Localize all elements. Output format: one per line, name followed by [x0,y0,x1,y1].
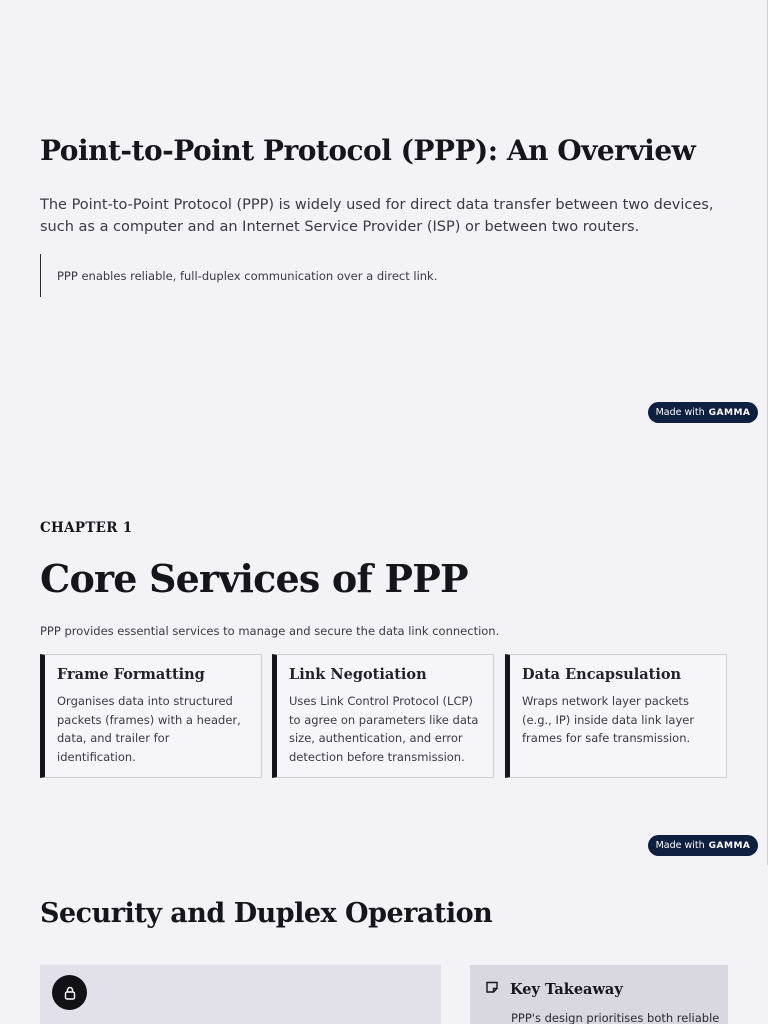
security-panel [40,965,441,1024]
badge-brand: GAMMA [708,840,751,851]
quote-text: PPP enables reliable, full-duplex communication over a direct link. [57,268,438,283]
card-text: Wraps network layer packets (e.g., IP) inside data link layer frames for safe transmission. [522,694,695,745]
note-icon [484,979,500,999]
card-link-negotiation [272,654,494,778]
intro-paragraph: The Point-to-Point Protocol (PPP) is widely used for direct data transfer between two devices, such as a computer and an Internet Service Provider (ISP) or between two routers. [40,197,714,235]
key-takeaway-panel [470,965,728,1024]
card-title: Data Encapsulation [522,666,682,683]
badge-prefix: Made with [655,407,705,418]
made-with-gamma-badge[interactable] [648,402,758,423]
card-data-encapsulation [505,654,727,778]
blockquote [40,254,640,297]
card-title: Frame Formatting [57,666,205,683]
made-with-gamma-badge[interactable] [648,835,758,856]
section-title-security: Security and Duplex Operation [40,898,493,929]
chapter-label: CHAPTER 1 [40,520,133,536]
section-subtitle: PPP provides essential services to manage and secure the data link connection. [40,624,500,638]
section-title-core-services: Core Services of PPP [40,556,468,601]
key-takeaway-text: PPP's design prioritises both reliable [511,1011,720,1024]
key-takeaway-title: Key Takeaway [510,980,623,998]
card-text: Organises data into structured packets (frames) with a header, data, and trailer for identification. [57,694,241,764]
page-title: Point-to-Point Protocol (PPP): An Overview [40,134,696,167]
badge-brand: GAMMA [708,407,751,418]
card-frame-formatting [40,654,262,778]
card-title: Link Negotiation [289,666,427,683]
lock-icon [52,975,87,1010]
card-text: Uses Link Control Protocol (LCP) to agree on parameters like data size, authentication, and error detection before transmission. [289,694,479,764]
badge-prefix: Made with [655,840,705,851]
services-cards [40,654,728,778]
